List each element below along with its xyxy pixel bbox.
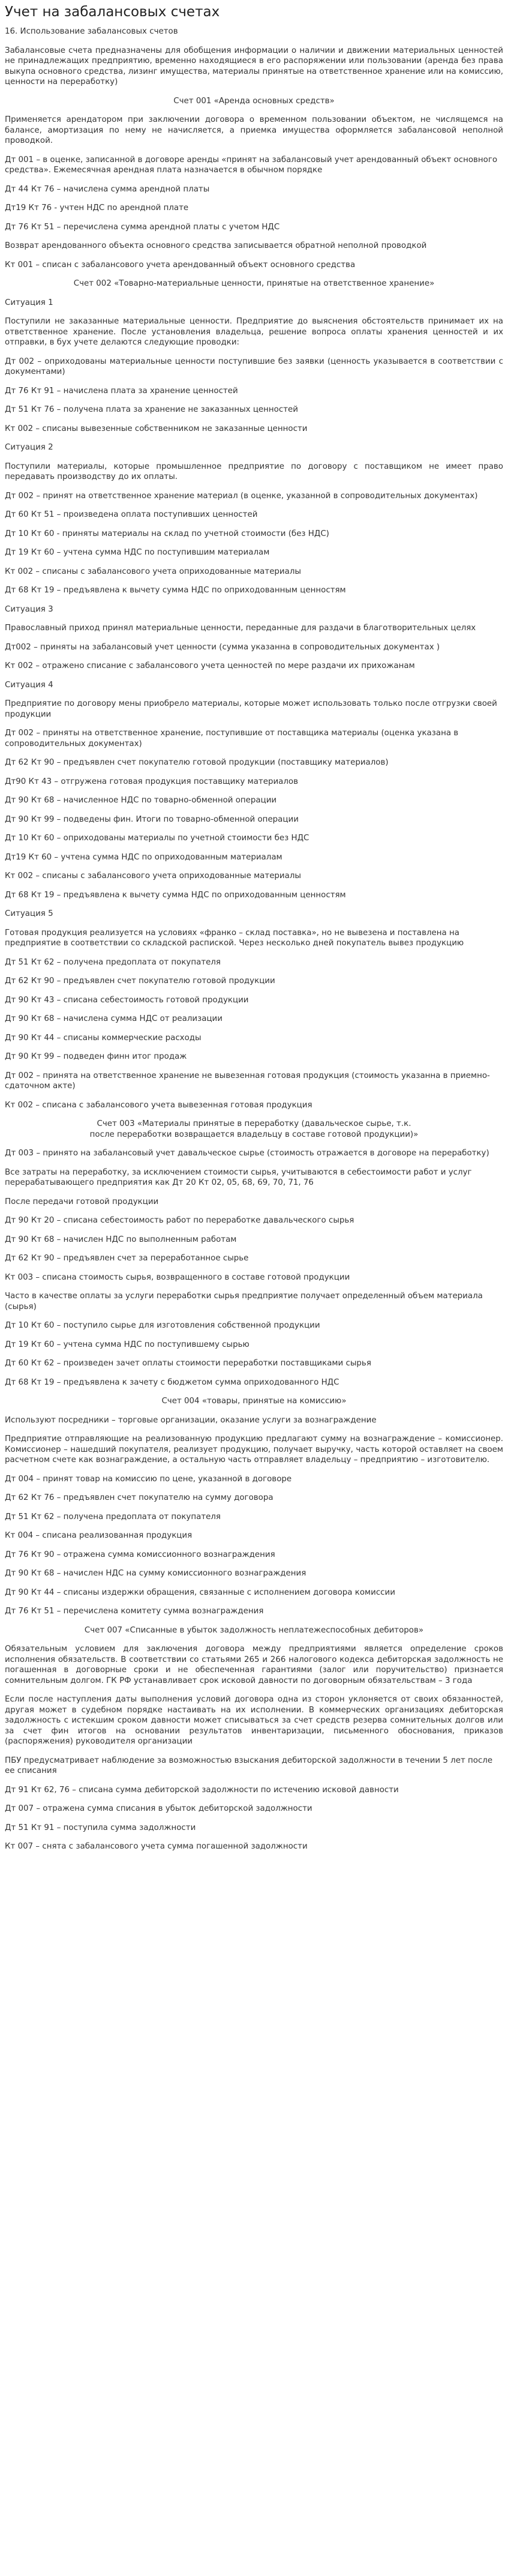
paragraph: Дт 91 Кт 62, 76 – списана сумма дебиторской задолжности по истечению исковой давности	[5, 1785, 399, 1795]
paragraph: Дт 76 Кт 51 – перечислена комитету сумма вознаграждения	[5, 1607, 264, 1616]
paragraph: Дт002 – приняты на забалансовый учет ценности (сумма указанна в сопроводительных документах )	[5, 642, 440, 652]
paragraph: Дт 62 Кт 90 – предъявлен счет покупателю готовой продукции (поставщику материалов)	[5, 758, 389, 767]
paragraph: Дт 003 – принято на забалансовый учет давальческое сырье (стоимость отражается в договоре на переработку)	[5, 1149, 489, 1158]
paragraph: Кт 004 – списана реализованная продукция	[5, 1531, 193, 1540]
paragraph: Дт19 Кт 76 - учтен НДС по арендной плате	[5, 203, 189, 212]
paragraph: Кт 002 – отражено списание с забалансового учета ценностей по мере раздачи их прихожанам	[5, 661, 415, 670]
paragraph: Дт 62 Кт 76 – предъявлен счет покупателю на сумму договора	[5, 1493, 273, 1502]
paragraph: Кт 007 – снята с забалансового учета сумма погашенной задолжности	[5, 1842, 308, 1851]
paragraph: Предприятие по договору мены приобрело материалы, которые может использовать только после отгрузки своей продукции	[5, 699, 497, 719]
paragraph: Предприятие отправляющие на реализованную продукцию предлагают сумму на вознаграждение – комиссионер. Комиссионер – нашедший покупателя, реализует продукцию, получает выручку, часть которой оставляет на своем расчетном счете как вознаграждение, а остальную часть отправляет владельцу – предприятию – изготовителю.	[5, 1434, 503, 1464]
paragraph: Возврат арендованного объекта основного средства записывается обратной неполной проводкой	[5, 241, 427, 250]
paragraph: Используют посредники – торговые организации, оказание услуги за вознаграждение	[5, 1415, 377, 1425]
paragraph: Дт 76 Кт 91 – начислена плата за хранение ценностей	[5, 386, 238, 396]
section-heading: Счет 001 «Аренда основных средств»	[173, 96, 335, 106]
paragraph: Дт 90 Кт 99 – подведен финн итог продаж	[5, 1052, 187, 1061]
paragraph: Дт 002 – приняты на ответственное хранение, поступившие от поставщика материалы (оценка указана в сопроводительных документах)	[5, 729, 459, 748]
paragraph: Дт19 Кт 60 – учтена сумма НДС по оприходованным материалам	[5, 852, 282, 862]
paragraph: Дт 90 Кт 68 – начисленное НДС по товарно-обменной операции	[5, 796, 277, 805]
paragraph: Дт 10 Кт 60 - приняты материалы на склад по учетной стоимости (без НДС)	[5, 529, 329, 538]
paragraph: Кт 003 – списана стоимость сырья, возвращенного в составе готовой продукции	[5, 1272, 350, 1282]
paragraph: Поступили не заказанные материальные ценности. Предприятие до выяснения обстоятельств принимает их на ответственное хранение. После установления владельца, решение вопроса оплаты хранения ценностей и их отправки, в бух учете делаются следующие проводки:	[5, 317, 503, 347]
paragraph: Дт 90 Кт 20 – списана себестоимость работ по переработке давальческого сырья	[5, 1216, 354, 1225]
paragraph: Дт 004 – принят товар на комиссию по цене, указанной в договоре	[5, 1474, 292, 1484]
paragraph: Дт 002 – оприходованы материальные ценности поступившие без заявки (ценность указывается в соответствии с документами)	[5, 357, 503, 376]
paragraph: Дт 90 Кт 99 – подведены фин. Итоги по товарно-обменной операции	[5, 814, 299, 824]
article-body	[5, 26, 503, 1852]
paragraph: Дт 51 Кт 76 – получена плата за хранение не заказанных ценностей	[5, 405, 298, 414]
paragraph: Часто в качестве оплаты за услуги переработки сырья предприятие получает определенный объем материала (сырья)	[5, 1292, 483, 1311]
paragraph: Дт 51 Кт 62 – получена предоплата от покупателя	[5, 1512, 221, 1521]
paragraph: Кт 001 – списан с забалансового учета арендованный объект основного средства	[5, 260, 356, 269]
paragraph: Кт 002 – списана с забалансового учета вывезенная готовая продукция	[5, 1100, 312, 1110]
paragraph: Дт 90 Кт 68 – начислен НДС по выполненным работам	[5, 1235, 237, 1244]
paragraph: Ситуация 4	[5, 680, 53, 690]
paragraph: Применяется арендатором при заключении договора о временном пользовании объектом, не числящемся на балансе, амортизация по нему не начисляется, а приемка имущества оформляется забалансовой неполной проводкой.	[5, 115, 503, 145]
section-heading: Счет 004 «товары, принятые на комиссию»	[161, 1397, 347, 1406]
paragraph: Дт 10 Кт 60 – оприходованы материалы по учетной стоимости без НДС	[5, 834, 309, 843]
paragraph: Ситуация 5	[5, 909, 53, 918]
paragraph: Дт90 Кт 43 – отгружена готовая продукция поставщику материалов	[5, 777, 299, 786]
paragraph: Ситуация 2	[5, 443, 53, 452]
paragraph: Дт 90 Кт 43 – списана себестоимость готовой продукции	[5, 995, 249, 1005]
paragraph: ПБУ предусматривает наблюдение за возможностью взыскания дебиторской задолжности в течении 5 лет после ее списания	[5, 1756, 493, 1775]
paragraph: Дт 90 Кт 68 – начислен НДС на сумму комиссионного вознаграждения	[5, 1569, 306, 1578]
paragraph: Дт 19 Кт 60 – учтена сумма НДС по поступившему сырью	[5, 1340, 250, 1349]
paragraph: Дт 44 Кт 76 – начислена сумма арендной платы	[5, 184, 210, 194]
paragraph: Дт 68 Кт 19 – предъявлена к вычету сумма НДС по оприходованным ценностям	[5, 586, 346, 595]
paragraph: Православный приход принял материальные ценности, переданные для раздачи в благотворительных целях	[5, 624, 476, 633]
paragraph: Дт 19 Кт 60 – учтена сумма НДС по поступившим материалам	[5, 548, 270, 557]
paragraph: Кт 002 – списаны с забалансового учета оприходованные материалы	[5, 567, 301, 576]
paragraph: Дт 62 Кт 90 – предъявлен счет за переработанное сырье	[5, 1254, 249, 1263]
section-heading: Счет 007 «Списанные в убыток задолжность неплатежеспособных дебиторов»	[84, 1625, 424, 1635]
paragraph: Если после наступления даты выполнения условий договора одна из сторон уклоняется от своих обязанностей, другая может в судебном порядке настаивать на их исполнении. В коммерческих организациях дебиторская задолжность с истекшим сроком давности может списываться за счет средств резерва сомнительных долгов или за счет фин итогов на основании результатов инвентаризации, письменного обоснования, приказов (распоряжения) руководителя организации	[5, 1695, 503, 1746]
paragraph: Дт 68 Кт 19 – предъявлена к вычету сумма НДС по оприходованным ценностям	[5, 890, 346, 900]
paragraph: Готовая продукция реализуется на условиях «франко – склад поставка», но не вывезена и поставлена на предприятие в соответствии со складской распиской. Через несколько дней покупатель вывез продукцию	[5, 928, 464, 948]
paragraph: Кт 002 – списаны вывезенные собственником не заказанные ценности	[5, 424, 308, 433]
paragraph: Дт 002 – принят на ответственное хранение материал (в оценке, указанной в сопроводительных документах)	[5, 491, 478, 501]
paragraph: Дт 90 Кт 44 – списаны издержки обращения, связанные с исполнением договора комиссии	[5, 1587, 395, 1597]
paragraph: Дт 001 – в оценке, записанной в договоре аренды «принят на забалансовый учет арендованный объект основного средства». Ежемесячная арендная плата назначается в обычном порядке	[5, 155, 498, 175]
paragraph: Обязательным условием для заключения договора между предприятиями является определение сроков исполнения обязательств. В соответствии со статьями 265 и 266 налогового кодекса дебиторская задолжность не погашенная в договорные сроки и не обеспеченная гарантиями (залог или поручительство) признается сомнительным долгом. ГК РФ устанавливает срок исковой давности по договорным обязательствам – 3 года	[5, 1645, 503, 1685]
paragraph: Дт 10 Кт 60 – поступило сырье для изготовления собственной продукции	[5, 1321, 320, 1330]
paragraph: Кт 002 – списаны с забалансового учета оприходованные материалы	[5, 871, 301, 880]
paragraph: Ситуация 3	[5, 604, 53, 614]
paragraph: Дт 90 Кт 68 – начислена сумма НДС от реализации	[5, 1014, 223, 1023]
paragraph: Дт 90 Кт 44 – списаны коммерческие расходы	[5, 1033, 202, 1043]
paragraph: Дт 60 Кт 51 – произведена оплата поступивших ценностей	[5, 510, 258, 519]
paragraph: 16. Использование забалансовых счетов	[5, 27, 178, 36]
page-title: Учет на забалансовых счетах	[5, 4, 220, 20]
paragraph: Дт 62 Кт 90 – предъявлен счет покупателю готовой продукции	[5, 977, 275, 986]
section-heading: Счет 003 «Материалы принятые в переработку (давальческое сырье, т.к. после переработки возвращается владельцу в составе готовой продукции)»	[89, 1119, 419, 1139]
paragraph: Дт 51 Кт 62 – получена предоплата от покупателя	[5, 957, 221, 967]
paragraph: Поступили материалы, которые промышленное предприятие по договору с поставщиком не имеет право передавать производству до их оплаты.	[5, 462, 503, 481]
section-heading: Счет 002 «Товарно-материальные ценности, принятые на ответственное хранение»	[73, 279, 435, 288]
paragraph: Дт 76 Кт 90 – отражена сумма комиссионного вознаграждения	[5, 1550, 275, 1559]
paragraph: Забалансовые счета предназначены для обобщения информации о наличии и движении материальных ценностей не принадлежащих предприятию, временно находящиеся в его распоряжении или пользовании (аренда без права выкупа основного средства, лизинг имущества, материалы принятые на ответственное хранение или на комиссию, ценности на переработку)	[5, 46, 503, 86]
paragraph: Дт 60 Кт 62 – произведен зачет оплаты стоимости переработки поставщиками сырья	[5, 1359, 371, 1368]
paragraph: После передачи готовой продукции	[5, 1197, 159, 1206]
paragraph: Дт 51 Кт 91 – поступила сумма задолжности	[5, 1823, 196, 1832]
paragraph: Дт 68 Кт 19 – предъявлена к зачету с бюджетом сумма оприходованного НДС	[5, 1377, 339, 1387]
paragraph: Дт 007 – отражена сумма списания в убыток дебиторской задолжности	[5, 1804, 312, 1813]
paragraph: Дт 76 Кт 51 – перечислена сумма арендной платы с учетом НДС	[5, 222, 280, 232]
paragraph: Ситуация 1	[5, 298, 53, 307]
paragraph: Все затраты на переработку, за исключением стоимости сырья, учитываются в себестоимости работ и услуг перерабатывающего предприятия как Дт 20 Кт 02, 05, 68, 69, 70, 71, 76	[5, 1167, 472, 1187]
paragraph: Дт 002 – принята на ответственное хранение не вывезенная готовая продукция (стоимость указанна в приемно-сдаточном акте)	[5, 1071, 490, 1091]
